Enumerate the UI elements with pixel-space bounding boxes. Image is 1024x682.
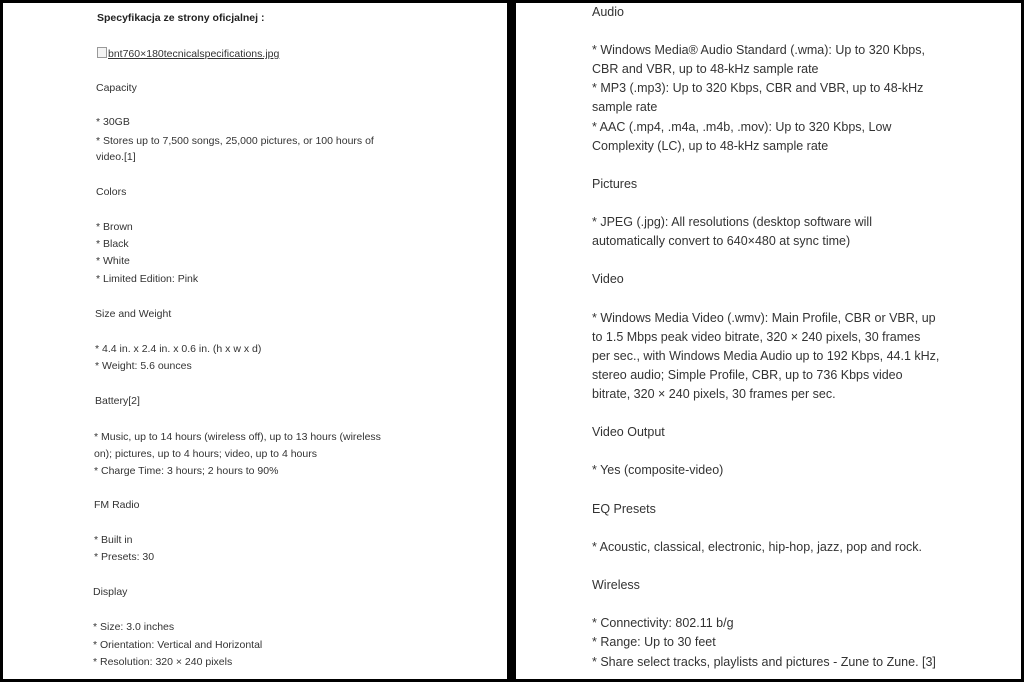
wireless-heading: Wireless bbox=[592, 578, 640, 592]
video-heading: Video bbox=[592, 272, 624, 286]
capacity-line: * Stores up to 7,500 songs, 25,000 pictures, or 100 hours of bbox=[96, 135, 374, 147]
pictures-line: * JPEG (.jpg): All resolutions (desktop software will bbox=[592, 215, 872, 229]
eq-presets-heading: EQ Presets bbox=[592, 502, 656, 516]
fm-radio-heading: FM Radio bbox=[94, 499, 140, 511]
battery-heading: Battery[2] bbox=[95, 395, 140, 407]
video-line: stereo audio; Simple Profile, CBR, up to 736 Kbps video bbox=[592, 368, 903, 382]
video-line: bitrate, 320 × 240 pixels, 30 frames per sec. bbox=[592, 387, 836, 401]
spec-header: Specyfikacja ze strony oficjalnej : bbox=[97, 12, 265, 24]
video-line: to 1.5 Mbps peak video bitrate, 320 × 240 pixels, 30 frames bbox=[592, 330, 921, 344]
size-weight-line: * 4.4 in. x 2.4 in. x 0.6 in. (h x w x d) bbox=[95, 343, 262, 355]
display-line: * Resolution: 320 × 240 pixels bbox=[93, 656, 233, 668]
image-alt-text: bnt760×180tecnicalspecifications.jpg bbox=[108, 48, 280, 60]
video-output-line: * Yes (composite-video) bbox=[592, 463, 724, 477]
audio-line: * AAC (.mp4, .m4a, .m4b, .mov): Up to 320 Kbps, Low bbox=[592, 120, 892, 134]
audio-heading: Audio bbox=[592, 5, 624, 19]
display-line: * Size: 3.0 inches bbox=[93, 621, 175, 633]
colors-heading: Colors bbox=[96, 186, 127, 198]
colors-line: * Black bbox=[96, 238, 129, 250]
battery-line: * Charge Time: 3 hours; 2 hours to 90% bbox=[94, 465, 279, 477]
colors-line: * Brown bbox=[96, 221, 133, 233]
pictures-heading: Pictures bbox=[592, 177, 638, 191]
video-output-heading: Video Output bbox=[592, 425, 665, 439]
right-page-panel bbox=[516, 3, 1021, 679]
size-weight-line: * Weight: 5.6 ounces bbox=[95, 360, 192, 372]
wireless-line: * Share select tracks, playlists and pictures - Zune to Zune. [3] bbox=[592, 655, 936, 669]
audio-line: CBR and VBR, up to 48-kHz sample rate bbox=[592, 62, 819, 76]
video-line: * Windows Media Video (.wmv): Main Profile, CBR or VBR, up bbox=[592, 311, 936, 325]
battery-line: * Music, up to 14 hours (wireless off), up to 13 hours (wireless bbox=[94, 431, 381, 443]
capacity-line: * 30GB bbox=[96, 116, 130, 128]
eq-presets-line: * Acoustic, classical, electronic, hip-hop, jazz, pop and rock. bbox=[592, 540, 923, 554]
capacity-heading: Capacity bbox=[96, 82, 137, 94]
fm-radio-line: * Built in bbox=[94, 534, 133, 546]
broken-image-icon bbox=[97, 47, 107, 58]
audio-line: Complexity (LC), up to 48-kHz sample rate bbox=[592, 139, 829, 153]
spec-image-link[interactable] bbox=[97, 47, 279, 60]
audio-line: sample rate bbox=[592, 100, 658, 114]
audio-line: * MP3 (.mp3): Up to 320 Kbps, CBR and VBR, up to 48-kHz bbox=[592, 81, 924, 95]
wireless-line: * Connectivity: 802.11 b/g bbox=[592, 616, 734, 630]
battery-line: on); pictures, up to 4 hours; video, up to 4 hours bbox=[94, 448, 317, 460]
fm-radio-line: * Presets: 30 bbox=[94, 551, 155, 563]
audio-line: * Windows Media® Audio Standard (.wma): Up to 320 Kbps, bbox=[592, 43, 925, 57]
colors-line: * Limited Edition: Pink bbox=[96, 273, 199, 285]
colors-line: * White bbox=[96, 255, 130, 267]
video-line: per sec., with Windows Media Audio up to 192 Kbps, 44.1 kHz, bbox=[592, 349, 940, 363]
wireless-line: * Range: Up to 30 feet bbox=[592, 635, 716, 649]
size-weight-heading: Size and Weight bbox=[95, 308, 172, 320]
display-line: * Orientation: Vertical and Horizontal bbox=[93, 639, 263, 651]
capacity-line: video.[1] bbox=[96, 151, 136, 163]
display-heading: Display bbox=[93, 586, 128, 598]
pictures-line: automatically convert to 640×480 at sync time) bbox=[592, 234, 851, 248]
left-page-panel bbox=[3, 3, 507, 679]
